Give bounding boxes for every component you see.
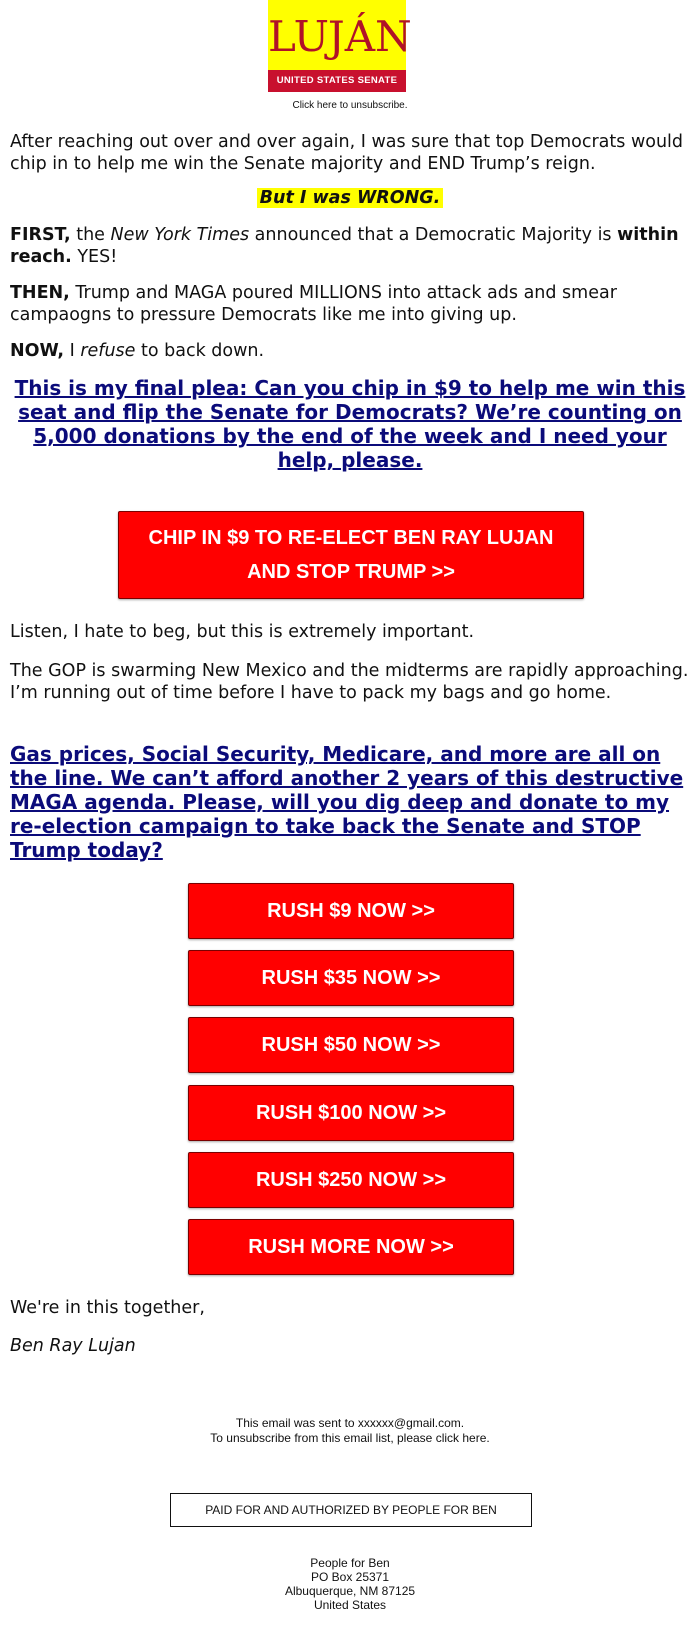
first-lead: FIRST,	[10, 225, 71, 245]
first-bold: within reach.	[10, 225, 679, 267]
closing-line: We're in this together,	[10, 1298, 205, 1318]
sent-email: xxxxxx@gmail.com	[357, 1416, 461, 1430]
sent-to-line	[0, 1416, 700, 1430]
final-plea-link[interactable]: This is my final plea: Can you chip in $9 to help me win this seat and flip the Senate for Democrats? We’re counting on 5,000 donations by the end of the week and I need your help, please.	[14, 376, 686, 472]
now-lead: NOW,	[10, 341, 65, 361]
donate-plea-link[interactable]: Gas prices, Social Security, Medicare, and more are all on the line. We can’t afford another 2 years of this destructive MAGA agenda. Please, will you dig deep and donate to my re-election campaign to take back the Senate and STOP Trump today?	[10, 742, 684, 862]
first-pre: the	[70, 225, 111, 245]
unsub-post: .	[486, 1431, 490, 1445]
rush-35-button[interactable]: RUSH $35 NOW >>	[188, 950, 514, 1006]
address-line-4: United States	[313, 1598, 387, 1612]
unsubscribe-link-footer[interactable]: click here	[435, 1431, 487, 1445]
gop-paragraph: The GOP is swarming New Mexico and the midterms are rapidly approaching. I’m running out of time before I have to pack my bags and go home.	[10, 661, 689, 703]
then-text: Trump and MAGA poured MILLIONS into attack ads and smear campaogns to pressure Democrats like me into giving up.	[10, 283, 617, 325]
then-paragraph	[10, 282, 690, 326]
rush-100-button[interactable]: RUSH $100 NOW >>	[188, 1085, 514, 1141]
rush-250-button[interactable]: RUSH $250 NOW >>	[188, 1152, 514, 1208]
rush-9-button[interactable]: RUSH $9 NOW >>	[188, 883, 514, 939]
first-mid: announced that a Democratic Majority is	[249, 225, 618, 245]
unsubscribe-link-top[interactable]: Click here to unsubscribe.	[292, 100, 408, 111]
logo-subtitle: UNITED STATES SENATE	[268, 70, 406, 92]
sent-pre: This email was sent to	[235, 1416, 358, 1430]
chip-in-9-button[interactable]: CHIP IN $9 TO RE-ELECT BEN RAY LUJAN AND STOP TRUMP >>	[118, 511, 584, 599]
wrong-callout	[0, 186, 700, 210]
wrong-highlight: But I was WRONG.	[257, 188, 444, 208]
unsubscribe-line	[0, 1431, 700, 1445]
listen-paragraph: Listen, I hate to beg, but this is extremely important.	[10, 622, 475, 642]
now-end: to back down.	[135, 341, 265, 361]
now-refuse: refuse	[80, 341, 136, 361]
logo-name: LUJÁN	[268, 12, 412, 61]
signature: Ben Ray Lujan	[10, 1336, 136, 1356]
first-paragraph	[10, 224, 690, 268]
first-end: YES!	[71, 247, 118, 267]
now-pre: I	[64, 341, 81, 361]
intro-paragraph: After reaching out over and over again, I was sure that top Democrats would chip in to help me win the Senate majority and END Trump’s reign.	[10, 132, 684, 174]
now-paragraph	[10, 340, 690, 362]
unsub-pre: To unsubscribe from this email list, please	[210, 1431, 436, 1445]
then-lead: THEN,	[10, 283, 70, 303]
nyt-text: New York Times	[110, 225, 250, 245]
rush-50-button[interactable]: RUSH $50 NOW >>	[188, 1017, 514, 1073]
paid-for-disclaimer: PAID FOR AND AUTHORIZED BY PEOPLE FOR BEN	[170, 1493, 532, 1527]
rush-more-button[interactable]: RUSH MORE NOW >>	[188, 1219, 514, 1275]
address-line-1: People for Ben	[310, 1556, 390, 1570]
sent-post: .	[460, 1416, 465, 1430]
address-line-3: Albuquerque, NM 87125	[284, 1584, 416, 1598]
lujan-logo[interactable]	[268, 0, 412, 92]
address-line-2: PO Box 25371	[310, 1570, 390, 1584]
